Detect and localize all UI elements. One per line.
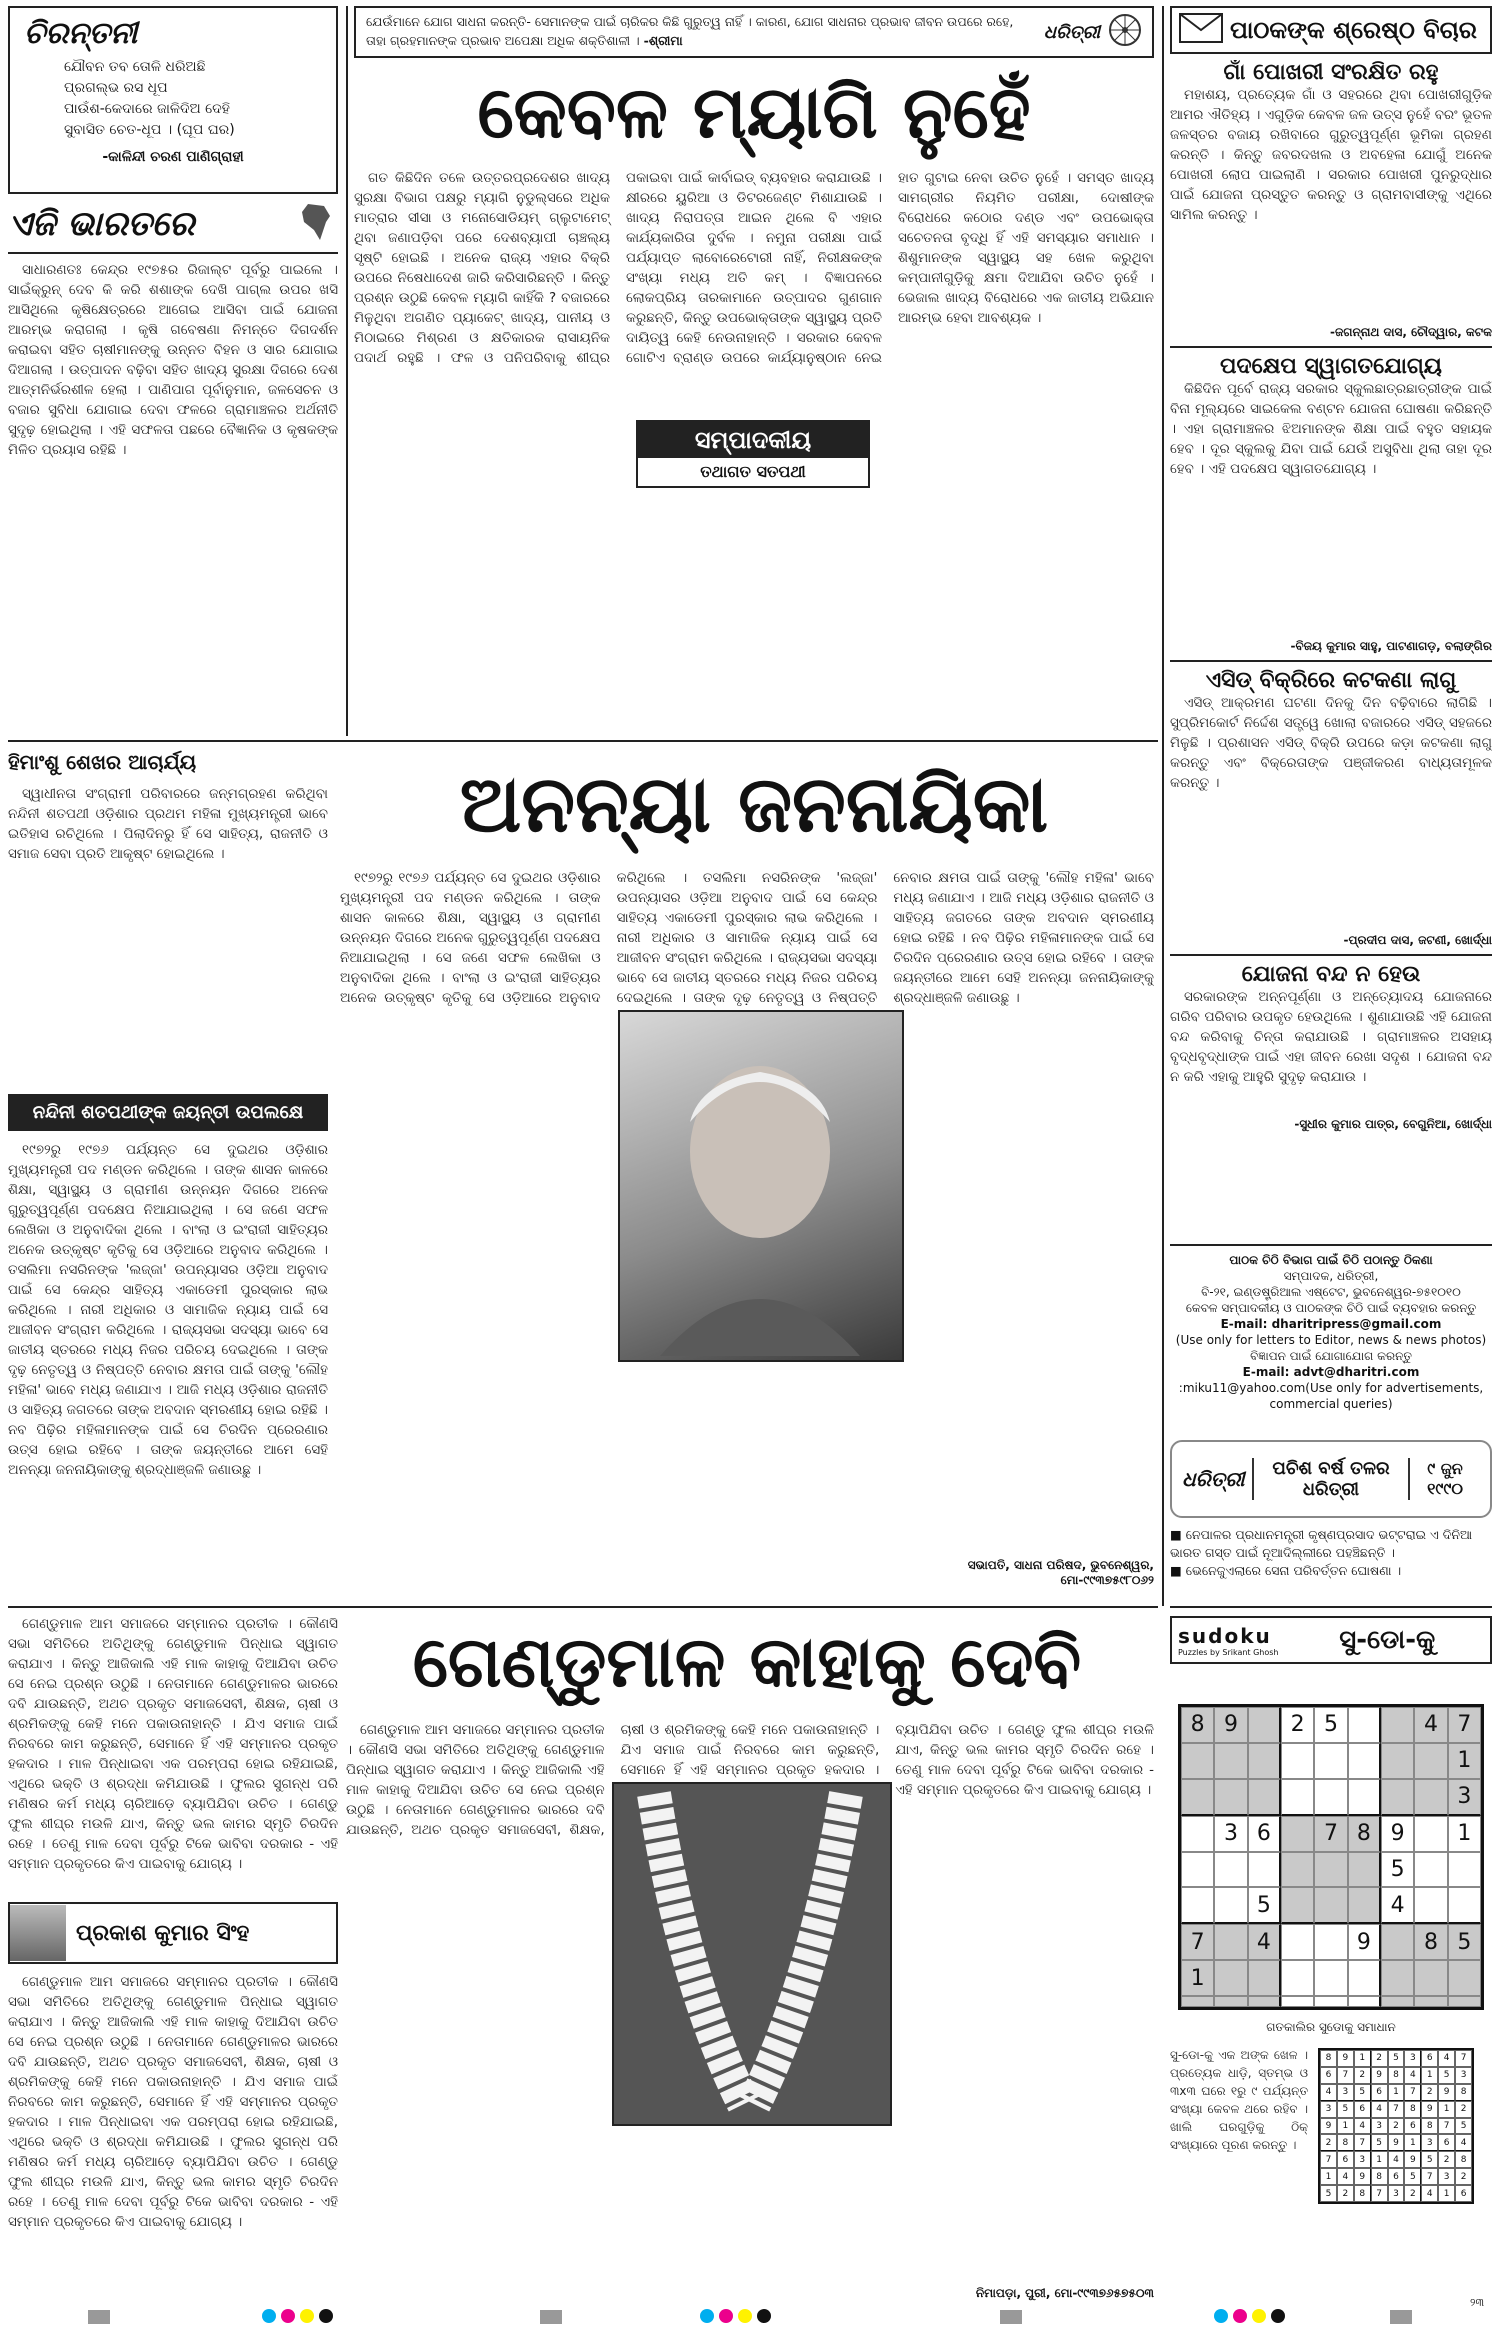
envelope-icon xyxy=(1172,10,1230,50)
address-line: କେବଳ ସମ୍ପାଦକୀୟ ଓ ପାଠକଙ୍କ ଚିଠି ପାଇଁ ବ୍ୟବହାର କରନ୍ତୁ xyxy=(1185,1301,1477,1315)
page-number: ୨୩ xyxy=(1470,2296,1485,2309)
solution-cell: 4 xyxy=(1337,2168,1354,2185)
solution-cell: 4 xyxy=(1320,2084,1337,2101)
sudoku-cell xyxy=(1381,1743,1414,1779)
letter-item xyxy=(1170,962,1492,1132)
sudoku-cell xyxy=(1281,1924,1314,1960)
solution-cell: 7 xyxy=(1337,2067,1354,2084)
sudoku-header xyxy=(1170,1616,1492,1664)
solution-cell: 9 xyxy=(1337,2050,1354,2067)
solution-cell: 8 xyxy=(1455,2084,1472,2101)
solution-cell: 6 xyxy=(1404,2118,1421,2135)
dharitri-25yrs-date: ୯ ଜୁନ ୧୯୯୦ xyxy=(1427,1459,1463,1498)
editorial-label-box xyxy=(636,420,870,488)
sudoku-cell: 7 xyxy=(1314,1816,1347,1852)
sudoku-cell xyxy=(1214,1996,1247,2007)
wheel-icon xyxy=(1108,13,1142,51)
sudoku-cell xyxy=(1281,1779,1314,1816)
solution-cell: 6 xyxy=(1421,2050,1438,2067)
sudoku-caption: ଗତକାଲିର ସୁଡୋକୁ ସମାଧାନ xyxy=(1266,2020,1396,2034)
sudoku-cell: 5 xyxy=(1248,1887,1281,1924)
sudoku-cell xyxy=(1181,1816,1214,1852)
sudoku-cell xyxy=(1248,1779,1281,1816)
dharitri-25yrs-header xyxy=(1170,1440,1492,1518)
solution-cell: 6 xyxy=(1354,2101,1371,2118)
sudoku-cell xyxy=(1281,1816,1314,1852)
divider xyxy=(1170,346,1492,348)
sudoku-cell: 3 xyxy=(1214,1816,1247,1852)
solution-cell: 7 xyxy=(1371,2185,1388,2202)
sudoku-cell xyxy=(1381,1779,1414,1816)
letters-header-title: ପାଠକଙ୍କ ଶ୍ରେଷ୍ଠ ବିଚାର xyxy=(1230,16,1477,44)
solution-cell: 2 xyxy=(1371,2050,1388,2067)
sudoku-brand: sudoku xyxy=(1178,1623,1272,1648)
sudoku-cell xyxy=(1214,1852,1247,1888)
gendu-text: ଗେଣ୍ଡୁମାଳ ଆମ ସମାଜରେ ସମ୍ମାନର ପ୍ରତୀକ । କୌଣସି ସଭା ସମିତିରେ ଅତିଥିଙ୍କୁ ଗେଣ୍ଡୁମାଳ ପିନ୍ଧାଇ ସ୍ୱାଗତ କରାଯାଏ । କିନ୍ତୁ ଆଜିକାଲି ଏହି ମାଳ କାହାକୁ ଦିଆଯିବା ଉଚିତ ସେ ନେଇ ପ୍ରଶ୍ନ ଉଠୁଛି । ନେତାମାନେ ଗେଣ୍ଡୁମାଳର ଭାରରେ ଦବି ଯାଉଛନ୍ତି, ଅଥଚ ପ୍ରକୃତ ସମାଜସେବୀ, ଶିକ୍ଷକ, ଚାଷୀ ଓ ଶ୍ରମିକଙ୍କୁ କେହି ମନେ ପକାଉନାହାନ୍ତି । ଯିଏ ସମାଜ ପାଇଁ ନିରବରେ କାମ କରୁଛନ୍ତି, ସେମାନେ ହିଁ ଏହି ସମ୍ମାନର ପ୍ରକୃତ ହକଦାର । ବ୍ୟାପିଯିବା ଉଚିତ । ଗେଣ୍ଡୁ ଫୁଲ ଶୀଘ୍ର ମଉଳି ଯାଏ, କିନ୍ତୁ ଭଲ କାମର ସ୍ମୃତି ଚିରଦିନ ରହେ । ତେଣୁ ମାଳ ଦେବା ପୂର୍ବରୁ ଟିକେ ଭାବିବା ଦରକାର - ଏହି ସମ୍ମାନ ପ୍ରକୃତରେ କିଏ ପାଇବାକୁ ଯୋଗ୍ୟ । xyxy=(346,1722,1154,1838)
gendu-headline: ଗେଣ୍ଡୁମାଳ କାହାକୁ ଦେବି xyxy=(412,1621,1082,1703)
dharitri-25yrs-label: ପଚିଶ ବର୍ଷ ତଳର ଧରିତ୍ରୀ xyxy=(1252,1458,1410,1500)
sudoku-cell: 9 xyxy=(1381,1816,1414,1852)
sudoku-cell: 1 xyxy=(1448,1743,1481,1779)
ananya-lead: ସ୍ୱାଧୀନତା ସଂଗ୍ରାମୀ ପରିବାରରେ ଜନ୍ମଗ୍ରହଣ କରିଥିବା ନନ୍ଦିନୀ ଶତପଥୀ ଓଡ଼ିଶାର ପ୍ରଥମ ମହିଳା ମୁଖ୍ୟମନ୍ତ୍ରୀ ଭାବେ ଇତିହାସ ରଚିଥିଲେ । ପିଲାଦିନରୁ ହିଁ ସେ ସାହିତ୍ୟ, ରାଜନୀତି ଓ ସମାଜ ସେବା ପ୍ରତି ଆକୃଷ୍ଟ ହୋଇଥିଲେ । xyxy=(8,786,328,862)
sudoku-cell xyxy=(1248,1996,1281,2007)
solution-cell: 4 xyxy=(1354,2118,1371,2135)
solution-cell: 5 xyxy=(1421,2151,1438,2168)
email-link[interactable]: E-mail: advt@dharitri.com xyxy=(1242,1365,1420,1379)
registration-mark xyxy=(540,2310,562,2324)
author-avatar xyxy=(10,1905,66,1961)
sudoku-cell xyxy=(1414,1816,1447,1852)
gendu-author: ପ୍ରକାଶ କୁମାର ସିଂହ xyxy=(76,1920,250,1946)
sudoku-cell xyxy=(1314,1779,1347,1816)
solution-cell: 4 xyxy=(1455,2134,1472,2151)
solution-cell: 9 xyxy=(1438,2084,1455,2101)
sudoku-cell xyxy=(1214,1743,1247,1779)
dharitri-brand: ଧରିତ୍ରୀ xyxy=(1043,21,1100,43)
sudoku-cell xyxy=(1448,1852,1481,1888)
solution-cell: 5 xyxy=(1320,2185,1337,2202)
editorial-label: ସମ୍ପାଦକୀୟ xyxy=(638,422,868,458)
sudoku-cell xyxy=(1214,1960,1247,1996)
sudoku-cell xyxy=(1414,1743,1447,1779)
portrait-icon xyxy=(620,1012,898,1356)
solution-cell: 4 xyxy=(1371,2101,1388,2118)
solution-cell: 6 xyxy=(1388,2168,1405,2185)
gendu-author-box xyxy=(8,1902,338,1964)
gendu-text-left: ଗେଣ୍ଡୁମାଳ ଆମ ସମାଜରେ ସମ୍ମାନର ପ୍ରତୀକ । କୌଣସି ସଭା ସମିତିରେ ଅତିଥିଙ୍କୁ ଗେଣ୍ଡୁମାଳ ପିନ୍ଧାଇ ସ୍ୱାଗତ କରାଯାଏ । କିନ୍ତୁ ଆଜିକାଲି ଏହି ମାଳ କାହାକୁ ଦିଆଯିବା ଉଚିତ ସେ ନେଇ ପ୍ରଶ୍ନ ଉଠୁଛି । ନେତାମାନେ ଗେଣ୍ଡୁମାଳର ଭାରରେ ଦବି ଯାଉଛନ୍ତି, ଅଥଚ ପ୍ରକୃତ ସମାଜସେବୀ, ଶିକ୍ଷକ, ଚାଷୀ ଓ ଶ୍ରମିକଙ୍କୁ କେହି ମନେ ପକାଉନାହାନ୍ତି । ଯିଏ ସମାଜ ପାଇଁ ନିରବରେ କାମ କରୁଛନ୍ତି, ସେମାନେ ହିଁ ଏହି ସମ୍ମାନର ପ୍ରକୃତ ହକଦାର । ମାଳ ପିନ୍ଧାଇବା ଏକ ପରମ୍ପରା ହୋଇ ରହିଯାଇଛି, ଏଥିରେ ଭକ୍ତି ଓ ଶ୍ରଦ୍ଧା କମିଯାଉଛି । ଫୁଲର ସୁଗନ୍ଧ ପରି ମଣିଷର କର୍ମ ମଧ୍ୟ ଚାରିଆଡ଼େ ବ୍ୟାପିଯିବା ଉଚିତ । ଗେଣ୍ଡୁ ଫୁଲ ଶୀଘ୍ର ମଉଳି ଯାଏ, କିନ୍ତୁ ଭଲ କାମର ସ୍ମୃତି ଚିରଦିନ ରହେ । ତେଣୁ ମାଳ ଦେବା ପୂର୍ବରୁ ଟିକେ ଭାବିବା ଦରକାର - ଏହି ସମ୍ମାନ ପ୍ରକୃତରେ କିଏ ପାଇବାକୁ ଯୋଗ୍ୟ । xyxy=(8,1974,338,2230)
poem-line: ପାଉଁଶ-କେଦାରେ ଜାଳିଦିଅ ଦେହି xyxy=(64,101,230,117)
sudoku-cell: 6 xyxy=(1248,1816,1281,1852)
ananya-text: ୧୯୭୨ରୁ ୧୯୭୬ ପର୍ଯ୍ୟନ୍ତ ସେ ଦୁଇଥର ଓଡ଼ିଶାର ମୁଖ୍ୟମନ୍ତ୍ରୀ ପଦ ମଣ୍ଡନ କରିଥିଲେ । ତାଙ୍କ ଶାସନ କାଳରେ ଶିକ୍ଷା, ସ୍ୱାସ୍ଥ୍ୟ ଓ ଗ୍ରାମୀଣ ଉନ୍ନୟନ ଦିଗରେ ଅନେକ ଗୁରୁତ୍ୱପୂର୍ଣ୍ଣ ପଦକ୍ଷେପ ନିଆଯାଇଥିଲା । ସେ ଜଣେ ସଫଳ ଲେଖିକା ଓ ଅନୁବାଦିକା ଥିଲେ । ବାଂଲା ଓ ଇଂରାଜୀ ସାହିତ୍ୟର ଅନେକ ଉତ୍କୃଷ୍ଟ କୃତିକୁ ସେ ଓଡ଼ିଆରେ ଅନୁବାଦ କରିଥିଲେ । ତସଲିମା ନସରିନଙ୍କ 'ଲଜ୍ଜା' ଉପନ୍ୟାସର ଓଡ଼ିଆ ଅନୁବାଦ ପାଇଁ ସେ କେନ୍ଦ୍ର ସାହିତ୍ୟ ଏକାଡେମୀ ପୁରସ୍କାର ଲାଭ କରିଥିଲେ । ନାରୀ ଅଧିକାର ଓ ସାମାଜିକ ନ୍ୟାୟ ପାଇଁ ସେ ଆଜୀବନ ସଂଗ୍ରାମ କରିଥିଲେ । ରାଜ୍ୟସଭା ସଦସ୍ୟା ଭାବେ ସେ ଜାତୀୟ ସ୍ତରରେ ମଧ୍ୟ ନିଜର ପରିଚୟ ଦେଇଥିଲେ । ତାଙ୍କ ଦୃଢ଼ ନେତୃତ୍ୱ ଓ ନିଷ୍ପତ୍ତି ନେବାର କ୍ଷମତା ପାଇଁ ତାଙ୍କୁ 'ଲୌହ ମହିଳା' ଭାବେ ମଧ୍ୟ ଜଣାଯାଏ । ଆଜି ମଧ୍ୟ ଓଡ଼ିଶାର ରାଜନୀତି ଓ ସାହିତ୍ୟ ଜଗତରେ ତାଙ୍କ ଅବଦାନ ସ୍ମରଣୀୟ ହୋଇ ରହିଛି । ନବ ପିଢ଼ିର ମହିଳାମାନଙ୍କ ପାଇଁ ସେ ଚିରଦିନ ପ୍ରେରଣାର ଉତ୍ସ ହୋଇ ରହିବେ । ତାଙ୍କ ଜୟନ୍ତୀରେ ଆମେ ସେହି ଅନନ୍ୟା ଜନନାୟିକାଙ୍କୁ ଶ୍ରଦ୍ଧାଞ୍ଜଳି ଜଣାଉଛୁ । xyxy=(340,870,1154,1006)
address-line: ବି-୨୧, ଇଣ୍ଡଷ୍ଟ୍ରିଆଲ ଏଷ୍ଟେଟ, ଭୁବନେଶ୍ୱର-୭୫୧୦୧୦ xyxy=(1201,1285,1461,1299)
sudoku-cell xyxy=(1248,1743,1281,1779)
email-link[interactable]: E-mail: dharitripress@gmail.com xyxy=(1220,1317,1442,1331)
sudoku-cell: 8 xyxy=(1181,1707,1214,1743)
solution-cell: 8 xyxy=(1388,2067,1405,2084)
solution-cell: 3 xyxy=(1320,2101,1337,2118)
solution-cell: 7 xyxy=(1320,2151,1337,2168)
solution-cell: 6 xyxy=(1371,2084,1388,2101)
solution-cell: 1 xyxy=(1371,2151,1388,2168)
poem-author: -କାଳିନ୍ଦୀ ଚରଣ ପାଣିଗ୍ରାହୀ xyxy=(102,149,244,165)
letter-sign: -ବିଜୟ କୁମାର ସାହୁ, ପାଟଣାଗଡ଼, ବଲାଙ୍ଗିର xyxy=(1290,639,1492,653)
eji-bharat-text: ସାଧାରଣତଃ କେନ୍ଦ୍ର ୧୯୭୫ର ରିଜାଲ୍ଟ ପୂର୍ବରୁ ପାଇଲେ । ସାଇଁକ୍ରୁନ୍ ଦେବ କି କରି ଶଶାଙ୍କ ଦେଖି ପାଗ୍ଲ ଉପର ଖସି ଆସିଥିଲେ କୃଷିକ୍ଷେତ୍ରରେ ଆଗେଇ ଆସିବା ପାଇଁ ଯୋଜନା ଆରମ୍ଭ କରାଗଲା । କୃଷି ଗବେଷଣା ନିମନ୍ତେ ଦିଗଦର୍ଶନ କରାଇବା ସହିତ ଚାଷୀମାନଙ୍କୁ ଉନ୍ନତ ବିହନ ଓ ସାର ଯୋଗାଇ ଦିଆଗଲା । ଉତ୍ପାଦନ ବଢ଼ିବା ସହିତ ଖାଦ୍ୟ ସୁରକ୍ଷା ଦିଗରେ ଦେଶ ଆତ୍ମନିର୍ଭରଶୀଳ ହେଲା । ପାଣିପାଗ ପୂର୍ବାନୁମାନ, ଜଳସେଚନ ଓ ବଜାର ସୁବିଧା ଯୋଗାଇ ଦେବା ଫଳରେ ଗ୍ରାମାଞ୍ଚଳର ଅର୍ଥନୀତି ସୁଦୃଢ଼ ହୋଇଥିଲା । ଏହି ସଫଳତା ପଛରେ ବୈଜ୍ଞାନିକ ଓ କୃଷକଙ୍କ ମିଳିତ ପ୍ରୟାସ ରହିଛି । xyxy=(8,262,338,458)
solution-cell: 2 xyxy=(1455,2101,1472,2118)
poem-line: ଯୌବନ ତବ ତୋଳି ଧରିଅଛି xyxy=(64,59,206,75)
solution-cell: 2 xyxy=(1320,2134,1337,2151)
solution-cell: 5 xyxy=(1354,2084,1371,2101)
solution-cell: 3 xyxy=(1455,2067,1472,2084)
sudoku-cell xyxy=(1314,1960,1347,1996)
sudoku-cell: 5 xyxy=(1314,1707,1347,1743)
divider xyxy=(1170,954,1492,956)
sudoku-cell xyxy=(1381,1960,1414,1996)
sudoku-cell: 1 xyxy=(1448,1816,1481,1852)
registration-mark xyxy=(1000,2310,1022,2324)
sudoku-cell xyxy=(1348,1743,1381,1779)
ananya-author: ହିମାଂଶୁ ଶେଖର ଆଚାର୍ଯ୍ୟ xyxy=(8,750,197,774)
sudoku-solution-grid xyxy=(1318,2048,1474,2204)
letter-text: ମହାଶୟ, ପ୍ରତ୍ୟେକ ଗାଁ ଓ ସହରରେ ଥିବା ପୋଖରୀଗୁଡ଼ିକ ଆମର ଐତିହ୍ୟ । ଏଗୁଡ଼ିକ କେବଳ ଜଳ ଉତ୍ସ ନୁହେଁ ବରଂ ଭୂତଳ ଜଳସ୍ତର ବଜାୟ ରଖିବାରେ ଗୁରୁତ୍ୱପୂର୍ଣ୍ଣ ଭୂମିକା ଗ୍ରହଣ କରନ୍ତି । କିନ୍ତୁ ଜବରଦଖଲ ଓ ଅବହେଳା ଯୋଗୁଁ ଅନେକ ପୋଖରୀ ଲୋପ ପାଇଲାଣି । ସରକାର ପୋଖରୀ ପୁନରୁଦ୍ଧାର ପାଇଁ ଯୋଜନା ପ୍ରସ୍ତୁତ କରନ୍ତୁ ଓ ଗ୍ରାମବାସୀଙ୍କୁ ଏଥିରେ ସାମିଲ କରନ୍ତୁ । xyxy=(1170,87,1492,223)
sudoku-cell xyxy=(1414,1960,1447,1996)
poem-line: ସୁବାସିତ ଚେତ-ଧୂପ । (ଘୂପ ଘର) xyxy=(64,122,235,138)
letters-address xyxy=(1170,1244,1492,1440)
sudoku-cell: 2 xyxy=(1281,1707,1314,1743)
sudoku-cell xyxy=(1414,1996,1447,2007)
solution-cell: 9 xyxy=(1371,2067,1388,2084)
solution-cell: 1 xyxy=(1354,2050,1371,2067)
solution-cell: 8 xyxy=(1320,2050,1337,2067)
letters-header xyxy=(1170,6,1492,54)
solution-cell: 5 xyxy=(1404,2168,1421,2185)
solution-cell: 5 xyxy=(1371,2134,1388,2151)
sudoku-cell xyxy=(1214,1779,1247,1816)
letter-sign: -ପ୍ରଦୀପ ଦାସ, ଜଟଣୀ, ଖୋର୍ଦ୍ଧା xyxy=(1343,933,1492,947)
solution-cell: 9 xyxy=(1388,2134,1405,2151)
eji-bharat-section xyxy=(8,200,338,736)
solution-cell: 4 xyxy=(1388,2151,1405,2168)
solution-cell: 6 xyxy=(1320,2067,1337,2084)
india-map-icon xyxy=(294,200,338,248)
solution-cell: 7 xyxy=(1388,2101,1405,2118)
gendu-sign: ନିମାପଡ଼ା, ପୁରୀ, ମୋ-୯୯୩୭୬୫୭୫୦୩ xyxy=(975,2286,1154,2300)
garland-icon xyxy=(614,1784,886,2120)
sudoku-cell xyxy=(1248,1852,1281,1888)
sudoku-cell xyxy=(1414,1887,1447,1924)
solution-cell: 3 xyxy=(1388,2185,1405,2202)
ananya-sign: ସଭାପତି, ସାଧନା ପରିଷଦ, ଭୁବନେଶ୍ୱର, ମୋ-୯୯୩୭୫୯୮୦୬୨ xyxy=(967,1558,1154,1587)
sudoku-cell xyxy=(1348,1707,1381,1743)
solution-cell: 5 xyxy=(1388,2050,1405,2067)
sudoku-cell: 4 xyxy=(1381,1887,1414,1924)
solution-cell: 4 xyxy=(1421,2185,1438,2202)
registration-mark xyxy=(1390,2310,1412,2324)
solution-cell: 8 xyxy=(1455,2151,1472,2168)
cmyk-marks xyxy=(1214,2308,1285,2327)
solution-cell: 2 xyxy=(1455,2168,1472,2185)
dharitri-25yrs-box xyxy=(1170,1440,1492,1600)
address-line: ପାଠକ ଚିଠି ବିଭାଗ ପାଇଁ ଚିଠି ପଠାନ୍ତୁ ଠିକଣା xyxy=(1229,1253,1433,1267)
sudoku-cell xyxy=(1181,1887,1214,1924)
cmyk-marks xyxy=(700,2308,771,2327)
garland-photo xyxy=(612,1782,892,2126)
gendu-lead: ଗେଣ୍ଡୁମାଳ ଆମ ସମାଜରେ ସମ୍ମାନର ପ୍ରତୀକ । କୌଣସି ସଭା ସମିତିରେ ଅତିଥିଙ୍କୁ ଗେଣ୍ଡୁମାଳ ପିନ୍ଧାଇ ସ୍ୱାଗତ କରାଯାଏ । କିନ୍ତୁ ଆଜିକାଲି ଏହି ମାଳ କାହାକୁ ଦିଆଯିବା ଉଚିତ ସେ ନେଇ ପ୍ରଶ୍ନ ଉଠୁଛି । ନେତାମାନେ ଗେଣ୍ଡୁମାଳର ଭାରରେ ଦବି ଯାଉଛନ୍ତି, ଅଥଚ ପ୍ରକୃତ ସମାଜସେବୀ, ଶିକ୍ଷକ, ଚାଷୀ ଓ ଶ୍ରମିକଙ୍କୁ କେହି ମନେ ପକାଉନାହାନ୍ତି । ଯିଏ ସମାଜ ପାଇଁ ନିରବରେ କାମ କରୁଛନ୍ତି, ସେମାନେ ହିଁ ଏହି ସମ୍ମାନର ପ୍ରକୃତ ହକଦାର । ମାଳ ପିନ୍ଧାଇବା ଏକ ପରମ୍ପରା ହୋଇ ରହିଯାଇଛି, ଏଥିରେ ଭକ୍ତି ଓ ଶ୍ରଦ୍ଧା କମିଯାଉଛି । ଫୁଲର ସୁଗନ୍ଧ ପରି ମଣିଷର କର୍ମ ମଧ୍ୟ ଚାରିଆଡ଼େ ବ୍ୟାପିଯିବା ଉଚିତ । ଗେଣ୍ଡୁ ଫୁଲ ଶୀଘ୍ର ମଉଳି ଯାଏ, କିନ୍ତୁ ଭଲ କାମର ସ୍ମୃତି ଚିରଦିନ ରହେ । ତେଣୁ ମାଳ ଦେବା ପୂର୍ବରୁ ଟିକେ ଭାବିବା ଦରକାର - ଏହି ସମ୍ମାନ ପ୍ରକୃତରେ କିଏ ପାଇବାକୁ ଯୋଗ୍ୟ । xyxy=(8,1616,338,1872)
sudoku-cell: 8 xyxy=(1348,1816,1381,1852)
editorial-text: ଗତ କିଛିଦିନ ତଳେ ଉତ୍ତରପ୍ରଦେଶର ଖାଦ୍ୟ ସୁରକ୍ଷା ବିଭାଗ ପକ୍ଷରୁ ମ୍ୟାଗି ନୁଡୁଲ୍ସରେ ଅଧିକ ମାତ୍ରାର ସୀସା ଓ ମନୋସୋଡିୟମ୍ ଗ୍ଲୁଟାମେଟ୍ ଥିବା ଜଣାପଡ଼ିବା ପରେ ଦେଶବ୍ୟାପୀ ଚାଞ୍ଚଲ୍ୟ ସୃଷ୍ଟି ହୋଇଛି । ଅନେକ ରାଜ୍ୟ ଏହାର ବିକ୍ରି ଉପରେ ନିଷେଧାଦେଶ ଜାରି କରିସାରିଛନ୍ତି । କିନ୍ତୁ ପ୍ରଶ୍ନ ଉଠୁଛି କେବଳ ମ୍ୟାଗି କାହିଁକି ? ବଜାରରେ ମିଳୁଥିବା ଅଗଣିତ ପ୍ୟାକେଟ୍ ଖାଦ୍ୟ, ପାନୀୟ ଓ ମିଠାଇରେ ମିଶ୍ରଣ ଓ କ୍ଷତିକାରକ ରାସାୟନିକ ପଦାର୍ଥ ରହୁଛି । ଫଳ ଓ ପନିପରିବାକୁ ଶୀଘ୍ର ପକାଇବା ପାଇଁ କାର୍ବାଇଡ୍ ବ୍ୟବହାର କରାଯାଉଛି । କ୍ଷୀରରେ ୟୁରିଆ ଓ ଡିଟରଜେଣ୍ଟ ମିଶାଯାଉଛି । ଖାଦ୍ୟ ନିରାପତ୍ତା ଆଇନ ଥିଲେ ବି ଏହାର କାର୍ଯ୍ୟକାରିତା ଦୁର୍ବଳ । ନମୁନା ପରୀକ୍ଷା ପାଇଁ ପର୍ଯ୍ୟାପ୍ତ ଲାବୋରେଟୋରୀ ନାହିଁ, ନିରୀକ୍ଷକଙ୍କ ସଂଖ୍ୟା ମଧ୍ୟ ଅତି କମ୍ । ବିଜ୍ଞାପନରେ ଲୋକପ୍ରିୟ ତାରକାମାନେ ଉତ୍ପାଦର ଗୁଣଗାନ କରୁଛନ୍ତି, କିନ୍ତୁ ଉପଭୋକ୍ତାଙ୍କ ସ୍ୱାସ୍ଥ୍ୟ ପ୍ରତି ଦାୟିତ୍ୱ କେହି ନେଉନାହାନ୍ତି । ସରକାର କେବଳ ଗୋଟିଏ ବ୍ରାଣ୍ଡ ଉପରେ କାର୍ଯ୍ୟାନୁଷ୍ଠାନ ନେଇ ହାତ ଗୁଟାଇ ନେବା ଉଚିତ ନୁହେଁ । ସମସ୍ତ ଖାଦ୍ୟ ସାମଗ୍ରୀର ନିୟମିତ ପରୀକ୍ଷା, ଦୋଷୀଙ୍କ ବିରୋଧରେ କଠୋର ଦଣ୍ଡ ଏବଂ ଉପଭୋକ୍ତା ସଚେତନତା ବୃଦ୍ଧି ହିଁ ଏହି ସମସ୍ୟାର ସମାଧାନ । ଶିଶୁମାନଙ୍କ ସ୍ୱାସ୍ଥ୍ୟ ସହ ଖେଳ କରୁଥିବା କମ୍ପାନୀଗୁଡ଼ିକୁ କ୍ଷମା ଦିଆଯିବା ଉଚିତ ନୁହେଁ । ଭେଜାଲ ଖାଦ୍ୟ ବିରୋଧରେ ଏକ ଜାତୀୟ ଅଭିଯାନ ଆରମ୍ଭ ହେବା ଆବଶ୍ୟକ । xyxy=(354,170,1154,366)
sudoku-cell xyxy=(1314,1924,1347,1960)
solution-cell: 1 xyxy=(1438,2185,1455,2202)
solution-cell: 9 xyxy=(1354,2168,1371,2185)
sudoku-cell xyxy=(1448,1996,1481,2007)
solution-cell: 3 xyxy=(1404,2050,1421,2067)
sudoku-cell: 3 xyxy=(1448,1779,1481,1816)
sudoku-cell xyxy=(1281,1960,1314,1996)
section-divider xyxy=(1170,1606,1492,1608)
sudoku-cell xyxy=(1448,1960,1481,1996)
solution-cell: 5 xyxy=(1337,2101,1354,2118)
sudoku-cell xyxy=(1448,1887,1481,1924)
quote-text: ଯେଉଁମାନେ ଯୋଗ ସାଧନା କରନ୍ତି- ସେମାନଙ୍କ ପାଇଁ ଚାରିକର କିଛି ଗୁରୁତ୍ୱ ନାହିଁ । କାରଣ, ଯୋଗ ସାଧନାର ପ୍ରଭାବ ଜୀବନ ଉପରେ ରହେ, ତାହା ଗ୍ରହମାନଙ୍କ ପ୍ରଭାବ ଅପେକ୍ଷା ଅଧିକ ଶକ୍ତିଶାଳୀ । -ଶ୍ରୀମା xyxy=(366,14,1014,48)
solution-cell: 6 xyxy=(1438,2134,1455,2151)
adv-note: ବିଜ୍ଞାପନ ପାଇଁ ଯୋଗାଯୋଗ କରନ୍ତୁ xyxy=(1250,1349,1412,1363)
solution-cell: 1 xyxy=(1337,2118,1354,2135)
sudoku-cell xyxy=(1348,1852,1381,1888)
divider xyxy=(1170,660,1492,662)
sudoku-cell xyxy=(1314,1743,1347,1779)
sudoku-cell xyxy=(1348,1887,1381,1924)
eji-bharat-header xyxy=(8,200,338,254)
sudoku-cell: 5 xyxy=(1448,1924,1481,1960)
sudoku-brand-box xyxy=(1172,1624,1285,1657)
solution-cell: 3 xyxy=(1371,2118,1388,2135)
sudoku-cell xyxy=(1281,1996,1314,2007)
solution-cell: 7 xyxy=(1404,2084,1421,2101)
sudoku-cell: 7 xyxy=(1181,1924,1214,1960)
dharitri-25yrs-item: ■ ନେପାଳର ପ୍ରଧାନମନ୍ତ୍ରୀ କୃଷ୍ଣପ୍ରସାଦ ଭଟ୍ଟରାଇ ଏ ଦିନିଆ ଭାରତ ଗସ୍ତ ପାଇଁ ନୂଆଦିଲ୍ଲୀରେ ପହଞ୍ଚିଛନ୍ତି । xyxy=(1170,1527,1473,1560)
solution-cell: 8 xyxy=(1354,2185,1371,2202)
solution-cell: 9 xyxy=(1404,2151,1421,2168)
solution-cell: 7 xyxy=(1438,2118,1455,2135)
letter-text: କିଛିଦିନ ପୂର୍ବେ ରାଜ୍ୟ ସରକାର ସ୍କୁଲଛାତ୍ରଛାତ୍ରୀଙ୍କ ପାଇଁ ବିନା ମୂଲ୍ୟରେ ସାଇକେଲ ବଣ୍ଟନ ଯୋଜନା ଘୋଷଣା କରିଛନ୍ତି । ଏହା ଗ୍ରାମାଞ୍ଚଳର ଝିଅମାନଙ୍କ ଶିକ୍ଷା ପାଇଁ ବହୁତ ସହାୟକ ହେବ । ଦୂର ସ୍କୁଲକୁ ଯିବା ପାଇଁ ଯେଉଁ ଅସୁବିଧା ଥିଲା ତାହା ଦୂର ହେବ । ଏହି ପଦକ୍ଷେପ ସ୍ୱାଗତଯୋଗ୍ୟ । xyxy=(1170,381,1492,477)
sudoku-by: Puzzles by Srikant Ghosh xyxy=(1178,1647,1279,1657)
letter-title: ଗାଁ ପୋଖରୀ ସଂରକ୍ଷିତ ରହୁ xyxy=(1223,60,1439,85)
sudoku-cell xyxy=(1314,1887,1347,1924)
ananya-banner: ନନ୍ଦିନୀ ଶତପଥୀଙ୍କ ଜୟନ୍ତୀ ଉପଲକ୍ଷେ xyxy=(8,1094,328,1131)
nandini-satpathy-photo xyxy=(618,1010,904,1362)
sudoku-cell xyxy=(1181,1779,1214,1816)
letter-title: ଯୋଜନା ବନ୍ଦ ନ ହେଉ xyxy=(1241,962,1421,987)
letter-text: ସରକାରଙ୍କ ଅନ୍ନପୂର୍ଣ୍ଣା ଓ ଅନ୍ତ୍ୟୋଦୟ ଯୋଜନାରେ ଗରିବ ପରିବାର ଉପକୃତ ହେଉଥିଲେ । ଶୁଣାଯାଉଛି ଏହି ଯୋଜନା ବନ୍ଦ କରିବାକୁ ଚିନ୍ତା କରାଯାଉଛି । ଗ୍ରାମାଞ୍ଚଳର ଅସହାୟ ବୃଦ୍ଧବୃଦ୍ଧାଙ୍କ ପାଇଁ ଏହା ଜୀବନ ରେଖା ସଦୃଶ । ଯୋଜନା ବନ୍ଦ ନ କରି ଏହାକୁ ଆହୁରି ସୁଦୃଢ଼ କରାଯାଉ । xyxy=(1170,989,1492,1085)
solution-cell: 3 xyxy=(1337,2084,1354,2101)
letter-text: ଏସିଡ୍ ଆକ୍ରମଣ ଘଟଣା ଦିନକୁ ଦିନ ବଢ଼ିବାରେ ଲାଗିଛି । ସୁପ୍ରିମକୋର୍ଟ ନିର୍ଦ୍ଦେଶ ସତ୍ତ୍ୱେ ଖୋଲା ବଜାରରେ ଏସିଡ୍ ସହଜରେ ମିଳୁଛି । ପ୍ରଶାସନ ଏସିଡ୍ ବିକ୍ରି ଉପରେ କଡ଼ା କଟକଣା ଲାଗୁ କରନ୍ତୁ ଏବଂ ବିକ୍ରେତାଙ୍କ ପଞ୍ଜୀକରଣ ବାଧ୍ୟତାମୂଳକ କରନ୍ତୁ । xyxy=(1170,695,1492,791)
sudoku-cell xyxy=(1248,1960,1281,1996)
sudoku-cell xyxy=(1414,1852,1447,1888)
solution-cell: 7 xyxy=(1354,2134,1371,2151)
sudoku-cell xyxy=(1281,1852,1314,1888)
sudoku-cell: 4 xyxy=(1248,1924,1281,1960)
sudoku-cell xyxy=(1181,1996,1214,2007)
poem-line: ପ୍ରଗଲ୍ଭ ରସ ଧୂପ xyxy=(64,80,168,96)
solution-cell: 2 xyxy=(1388,2118,1405,2135)
editorial-headline: କେବଳ ମ୍ୟାଗି ନୁହେଁ xyxy=(477,70,1031,154)
registration-mark xyxy=(88,2310,110,2324)
solution-cell: 4 xyxy=(1438,2050,1455,2067)
solution-cell: 9 xyxy=(1421,2101,1438,2118)
sudoku-cell: 9 xyxy=(1214,1707,1247,1743)
sudoku-cell xyxy=(1214,1887,1247,1924)
eji-bharat-title: ଏଜି ଭାରତରେ xyxy=(8,204,195,244)
quote-strip xyxy=(354,6,1154,58)
solution-cell: 3 xyxy=(1421,2134,1438,2151)
solution-cell: 2 xyxy=(1337,2185,1354,2202)
solution-cell: 9 xyxy=(1320,2118,1337,2135)
sudoku-cell xyxy=(1381,1707,1414,1743)
sudoku-cell xyxy=(1181,1852,1214,1888)
solution-cell: 1 xyxy=(1388,2084,1405,2101)
sudoku-cell: 9 xyxy=(1348,1924,1381,1960)
sudoku-cell xyxy=(1248,1707,1281,1743)
sudoku-cell: 4 xyxy=(1414,1707,1447,1743)
solution-cell: 7 xyxy=(1421,2168,1438,2185)
ananya-text-left: ୧୯୭୨ରୁ ୧୯୭୬ ପର୍ଯ୍ୟନ୍ତ ସେ ଦୁଇଥର ଓଡ଼ିଶାର ମୁଖ୍ୟମନ୍ତ୍ରୀ ପଦ ମଣ୍ଡନ କରିଥିଲେ । ତାଙ୍କ ଶାସନ କାଳରେ ଶିକ୍ଷା, ସ୍ୱାସ୍ଥ୍ୟ ଓ ଗ୍ରାମୀଣ ଉନ୍ନୟନ ଦିଗରେ ଅନେକ ଗୁରୁତ୍ୱପୂର୍ଣ୍ଣ ପଦକ୍ଷେପ ନିଆଯାଇଥିଲା । ସେ ଜଣେ ସଫଳ ଲେଖିକା ଓ ଅନୁବାଦିକା ଥିଲେ । ବାଂଲା ଓ ଇଂରାଜୀ ସାହିତ୍ୟର ଅନେକ ଉତ୍କୃଷ୍ଟ କୃତିକୁ ସେ ଓଡ଼ିଆରେ ଅନୁବାଦ କରିଥିଲେ । ତସଲିମା ନସରିନଙ୍କ 'ଲଜ୍ଜା' ଉପନ୍ୟାସର ଓଡ଼ିଆ ଅନୁବାଦ ପାଇଁ ସେ କେନ୍ଦ୍ର ସାହିତ୍ୟ ଏକାଡେମୀ ପୁରସ୍କାର ଲାଭ କରିଥିଲେ । ନାରୀ ଅଧିକାର ଓ ସାମାଜିକ ନ୍ୟାୟ ପାଇଁ ସେ ଆଜୀବନ ସଂଗ୍ରାମ କରିଥିଲେ । ରାଜ୍ୟସଭା ସଦସ୍ୟା ଭାବେ ସେ ଜାତୀୟ ସ୍ତରରେ ମଧ୍ୟ ନିଜର ପରିଚୟ ଦେଇଥିଲେ । ତାଙ୍କ ଦୃଢ଼ ନେତୃତ୍ୱ ଓ ନିଷ୍ପତ୍ତି ନେବାର କ୍ଷମତା ପାଇଁ ତାଙ୍କୁ 'ଲୌହ ମହିଳା' ଭାବେ ମଧ୍ୟ ଜଣାଯାଏ । ଆଜି ମଧ୍ୟ ଓଡ଼ିଶାର ରାଜନୀତି ଓ ସାହିତ୍ୟ ଜଗତରେ ତାଙ୍କ ଅବଦାନ ସ୍ମରଣୀୟ ହୋଇ ରହିଛି । ନବ ପିଢ଼ିର ମହିଳାମାନଙ୍କ ପାଇଁ ସେ ଚିରଦିନ ପ୍ରେରଣାର ଉତ୍ସ ହୋଇ ରହିବେ । ତାଙ୍କ ଜୟନ୍ତୀରେ ଆମେ ସେହି ଅନନ୍ୟା ଜନନାୟିକାଙ୍କୁ ଶ୍ରଦ୍ଧାଞ୍ଜଳି ଜଣାଉଛୁ । xyxy=(8,1142,328,1478)
chirantani-lines xyxy=(24,57,322,141)
sudoku-odia: ସୁ-ଡୋ-କୁ xyxy=(1339,1624,1436,1655)
sudoku-cell xyxy=(1381,1924,1414,1960)
sudoku-cell xyxy=(1381,1996,1414,2007)
sudoku-instructions: ସୁ-ଡୋ-କୁ ଏକ ଅଙ୍କ ଖେଳ । ପ୍ରତ୍ୟେକ ଧାଡ଼ି, ସ୍ତମ୍ଭ ଓ ୩x୩ ଘରେ ୧ରୁ ୯ ପର୍ଯ୍ୟନ୍ତ ସଂଖ୍ୟା କେବଳ ଥରେ ରହିବ । ଖାଲି ଘରଗୁଡ଼ିକୁ ଠିକ୍ ସଂଖ୍ୟାରେ ପୂରଣ କରନ୍ତୁ । xyxy=(1170,2048,1308,2152)
solution-cell: 1 xyxy=(1404,2134,1421,2151)
solution-cell: 5 xyxy=(1455,2118,1472,2135)
column-divider xyxy=(1162,6,1164,1606)
solution-cell: 8 xyxy=(1337,2134,1354,2151)
solution-cell: 1 xyxy=(1320,2168,1337,2185)
column-divider xyxy=(346,6,348,736)
letter-sign: -ଜଗନ୍ନାଥ ଦାସ, ଚୌଦ୍ୱାର, କଟକ xyxy=(1329,325,1492,339)
solution-cell: 2 xyxy=(1354,2067,1371,2084)
sudoku-cell xyxy=(1414,1779,1447,1816)
letter-item xyxy=(1170,354,1492,654)
solution-cell: 8 xyxy=(1421,2118,1438,2135)
solution-cell: 8 xyxy=(1404,2101,1421,2118)
sudoku-grid xyxy=(1178,1704,1484,2010)
letter-item xyxy=(1170,60,1492,340)
solution-cell: 3 xyxy=(1354,2151,1371,2168)
letter-item xyxy=(1170,668,1492,948)
solution-cell: 8 xyxy=(1371,2168,1388,2185)
solution-cell: 5 xyxy=(1438,2067,1455,2084)
solution-cell: 4 xyxy=(1404,2067,1421,2084)
solution-cell: 7 xyxy=(1455,2050,1472,2067)
letters-column xyxy=(1170,60,1492,1380)
letter-title: ଏସିଡ୍ ବିକ୍ରିରେ କଟକଣା ଲାଗୁ xyxy=(1205,668,1457,693)
solution-cell: 3 xyxy=(1438,2168,1455,2185)
sudoku-cell: 8 xyxy=(1414,1924,1447,1960)
sudoku-cell xyxy=(1281,1743,1314,1779)
sudoku-cell xyxy=(1214,1924,1247,1960)
email-note: (Use only for letters to Editor, news & news photos) xyxy=(1175,1333,1487,1347)
sudoku-cell: 5 xyxy=(1381,1852,1414,1888)
sudoku-cell xyxy=(1314,1852,1347,1888)
solution-cell: 2 xyxy=(1421,2084,1438,2101)
print-marks xyxy=(0,2304,1500,2330)
sudoku-cell xyxy=(1181,1743,1214,1779)
letter-sign: -ସୁଧୀର କୁମାର ପାତ୍ର, ବେଗୁନିଆ, ଖୋର୍ଦ୍ଧା xyxy=(1294,1117,1492,1131)
dharitri-logo: ଧରିତ୍ରୀ xyxy=(1182,1467,1245,1491)
sudoku-cell xyxy=(1281,1887,1314,1924)
solution-cell: 1 xyxy=(1421,2067,1438,2084)
dharitri-25yrs-item: ■ ଭେନେଜୁଏଲାରେ ସେନା ପରିବର୍ତ୍ତନ ଘୋଷଣା । xyxy=(1170,1563,1402,1578)
sudoku-cell xyxy=(1348,1779,1381,1816)
sudoku-cell: 1 xyxy=(1181,1960,1214,1996)
solution-cell: 2 xyxy=(1438,2151,1455,2168)
sudoku-cell: 7 xyxy=(1448,1707,1481,1743)
section-divider xyxy=(8,740,1158,742)
address-line: ସମ୍ପାଦକ, ଧରିତ୍ରୀ, xyxy=(1283,1269,1379,1283)
quote-author: -ଶ୍ରୀମା xyxy=(643,33,683,48)
section-divider xyxy=(8,1606,1158,1608)
email-link[interactable]: :miku11@yahoo.com(Use only for advertisements, commercial queries) xyxy=(1178,1381,1484,1411)
solution-cell: 6 xyxy=(1337,2151,1354,2168)
solution-cell: 6 xyxy=(1455,2185,1472,2202)
sudoku-cell xyxy=(1348,1996,1381,2007)
solution-cell: 1 xyxy=(1438,2101,1455,2118)
letter-title: ପଦକ୍ଷେପ ସ୍ୱାଗତଯୋଗ୍ୟ xyxy=(1220,354,1442,379)
solution-cell: 2 xyxy=(1404,2185,1421,2202)
chirantani-box xyxy=(8,6,338,194)
cmyk-marks xyxy=(262,2308,333,2327)
sudoku-cell xyxy=(1314,1996,1347,2007)
ananya-headline: ଅନନ୍ୟା ଜନନାୟିକା xyxy=(459,760,1049,850)
sudoku-cell xyxy=(1348,1960,1381,1996)
editorial-author: ତଥାଗତ ସତପଥୀ xyxy=(700,462,806,481)
chirantani-title: ଚିରନ୍ତନୀ xyxy=(24,16,138,51)
